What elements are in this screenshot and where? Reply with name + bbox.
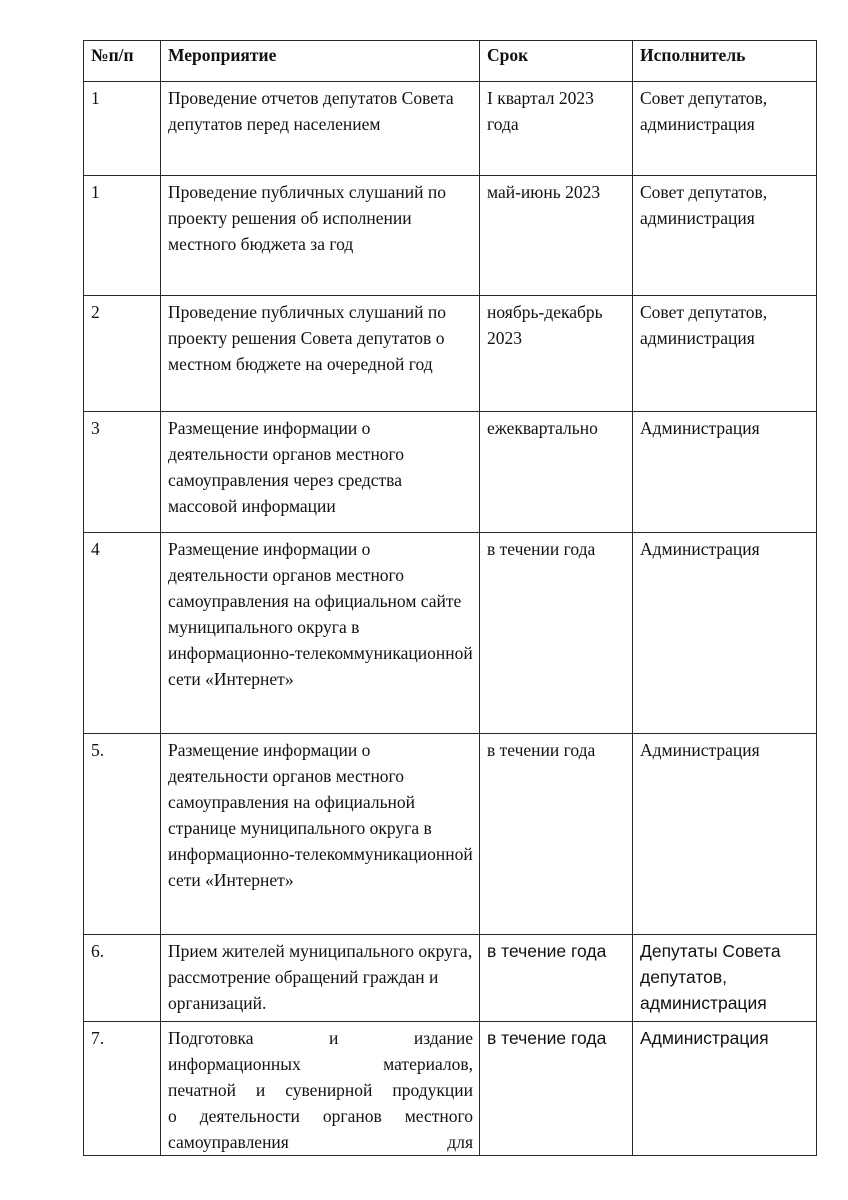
row-term: в течение года [480,1022,633,1156]
header-executor: Исполнитель [633,41,817,82]
table-row [84,412,817,533]
table-header-row [84,41,817,82]
row-term: I квартал 2023 года [480,82,633,176]
row-num: 5. [84,734,161,935]
activity-plan-table [83,40,817,1156]
table-row [84,176,817,296]
activity-line: Подготовка и издание [168,1028,473,1048]
activity-line: информационных материалов, [168,1054,473,1074]
row-executor: Депутаты Совета депутатов, администрация [633,935,817,1022]
header-num: №п/п [84,41,161,82]
row-executor: Совет депутатов, администрация [633,296,817,412]
table-row [84,1022,817,1156]
table-row [84,734,817,935]
row-executor: Администрация [633,1022,817,1156]
row-term: ежеквартально [480,412,633,533]
row-activity [161,1022,480,1156]
row-activity: Проведение публичных слушаний по проекту решения об исполнении местного бюджета за год [161,176,480,296]
row-activity: Размещение информации о деятельности органов местного самоуправления на официальной странице муниципального округа в информационно-телекоммуникационной сети «Интернет» [161,734,480,935]
row-activity: Размещение информации о деятельности органов местного самоуправления на официальном сайте муниципального округа в информационно-телекоммуникационной сети «Интернет» [161,533,480,734]
row-term: в течении года [480,533,633,734]
row-term: май-июнь 2023 [480,176,633,296]
activity-line: печатной и сувенирной продукции [168,1080,473,1100]
row-num: 3 [84,412,161,533]
header-activity: Мероприятие [161,41,480,82]
table-row [84,296,817,412]
activity-line: самоуправления для [168,1132,473,1152]
row-executor: Администрация [633,734,817,935]
row-num: 6. [84,935,161,1022]
row-executor: Совет депутатов, администрация [633,176,817,296]
header-term: Срок [480,41,633,82]
row-executor: Администрация [633,533,817,734]
row-term: ноябрь-декабрь 2023 [480,296,633,412]
row-term: в течении года [480,734,633,935]
row-num: 1 [84,176,161,296]
row-num: 1 [84,82,161,176]
row-executor: Администрация [633,412,817,533]
row-activity: Прием жителей муниципального округа, рассмотрение обращений граждан и организаций. [161,935,480,1022]
table-row [84,935,817,1022]
activity-line: о деятельности органов местного [168,1106,473,1126]
row-term: в течение года [480,935,633,1022]
row-activity: Проведение публичных слушаний по проекту решения Совета депутатов о местном бюджете на очередной год [161,296,480,412]
row-num: 7. [84,1022,161,1156]
row-activity: Размещение информации о деятельности органов местного самоуправления через средства массовой информации [161,412,480,533]
row-num: 4 [84,533,161,734]
table-row [84,82,817,176]
row-executor: Совет депутатов, администрация [633,82,817,176]
row-activity: Проведение отчетов депутатов Совета депутатов перед населением [161,82,480,176]
table-row [84,533,817,734]
row-num: 2 [84,296,161,412]
